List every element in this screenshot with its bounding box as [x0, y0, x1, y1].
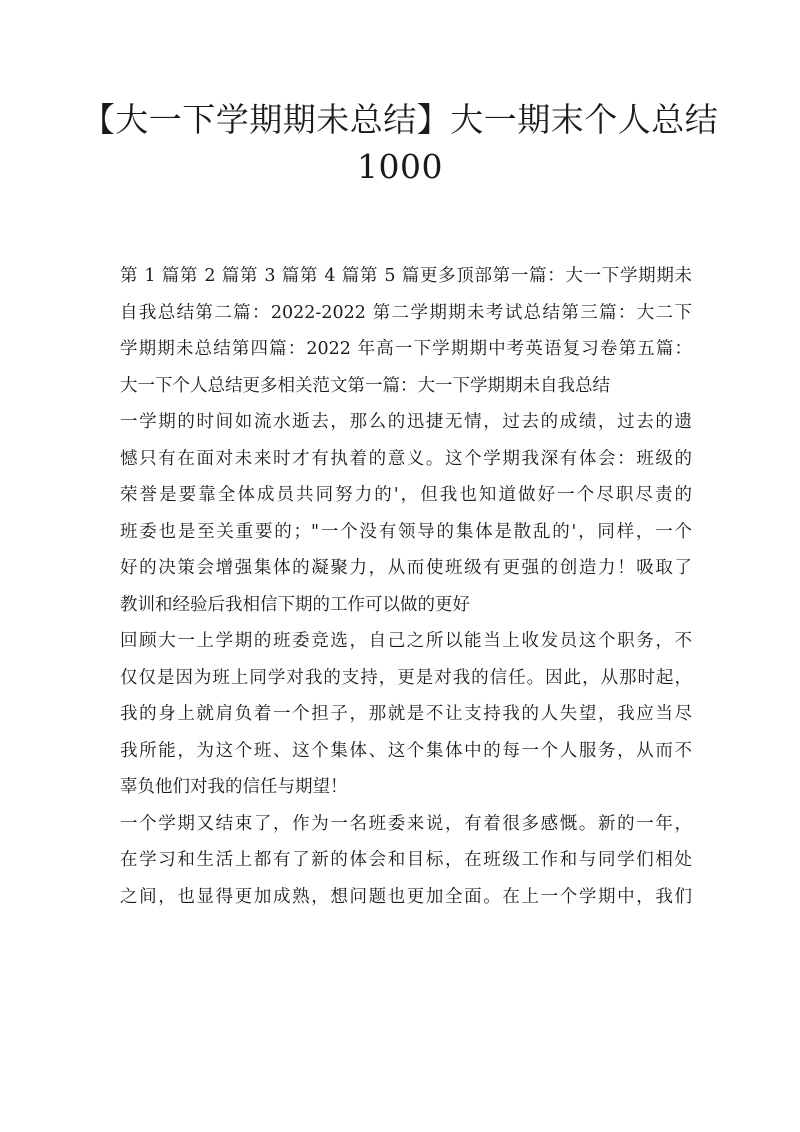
document-title-continued: 1000	[357, 147, 443, 186]
body-line: 好的决策会增强集体的凝聚力，从而使班级有更强的创造力！吸取了	[120, 558, 692, 578]
body-line: 我的身上就肩负着一个担子，那就是不让支持我的人失望，我应当尽	[120, 704, 692, 724]
body-line: 自我总结第二篇：2022-2022 第二学期期未考试总结第三篇：大二下	[120, 302, 692, 323]
body-line: 学期期未总结第四篇：2022 年高一下学期期中考英语复习卷第五篇：	[120, 339, 692, 359]
body-line: 一学期的时间如流水逝去，那么的迅捷无情，过去的成绩，过去的遗	[120, 412, 692, 432]
body-line: 大一下个人总结更多相关范文第一篇：大一下学期期未自我总结	[120, 375, 610, 396]
body-line: 回顾大一上学期的班委竞选，自己之所以能当上收发员这个职务，不	[120, 631, 692, 651]
body-line: 憾只有在面对未来时才有执着的意义。这个学期我深有体会：班级的	[120, 448, 692, 469]
body-line: 在学习和生活上都有了新的体会和目标，在班级工作和与同学们相处	[120, 850, 692, 870]
document-body	[120, 258, 692, 915]
body-line: 一个学期又结束了，作为一名班委来说，有着很多感慨。新的一年，	[120, 813, 692, 834]
document-title: 【大一下学期期未总结】大一期末个人总结	[81, 100, 719, 139]
body-line: 班委也是至关重要的；"一个没有领导的集体是散乱的'，同样，一个	[120, 521, 692, 542]
body-line: 我所能，为这个班、这个集体、这个集体中的每一个人服务，从而不	[120, 740, 692, 761]
body-line: 荣誉是要靠全体成员共同努力的'，但我也知道做好一个尽职尽责的	[120, 485, 692, 505]
body-line: 仅仅是因为班上同学对我的支持，更是对我的信任。因此，从那时起，	[120, 667, 692, 688]
body-line: 之间，也显得更加成熟，想问题也更加全面。在上一个学期中，我们	[120, 886, 692, 907]
body-line: 辜负他们对我的信任与期望！	[120, 777, 348, 797]
body-line: 第 1 篇第 2 篇第 3 篇第 4 篇第 5 篇更多顶部第一篇：大一下学期期未	[120, 266, 692, 286]
body-line: 教训和经验后我相信下期的工作可以做的更好	[120, 594, 470, 615]
